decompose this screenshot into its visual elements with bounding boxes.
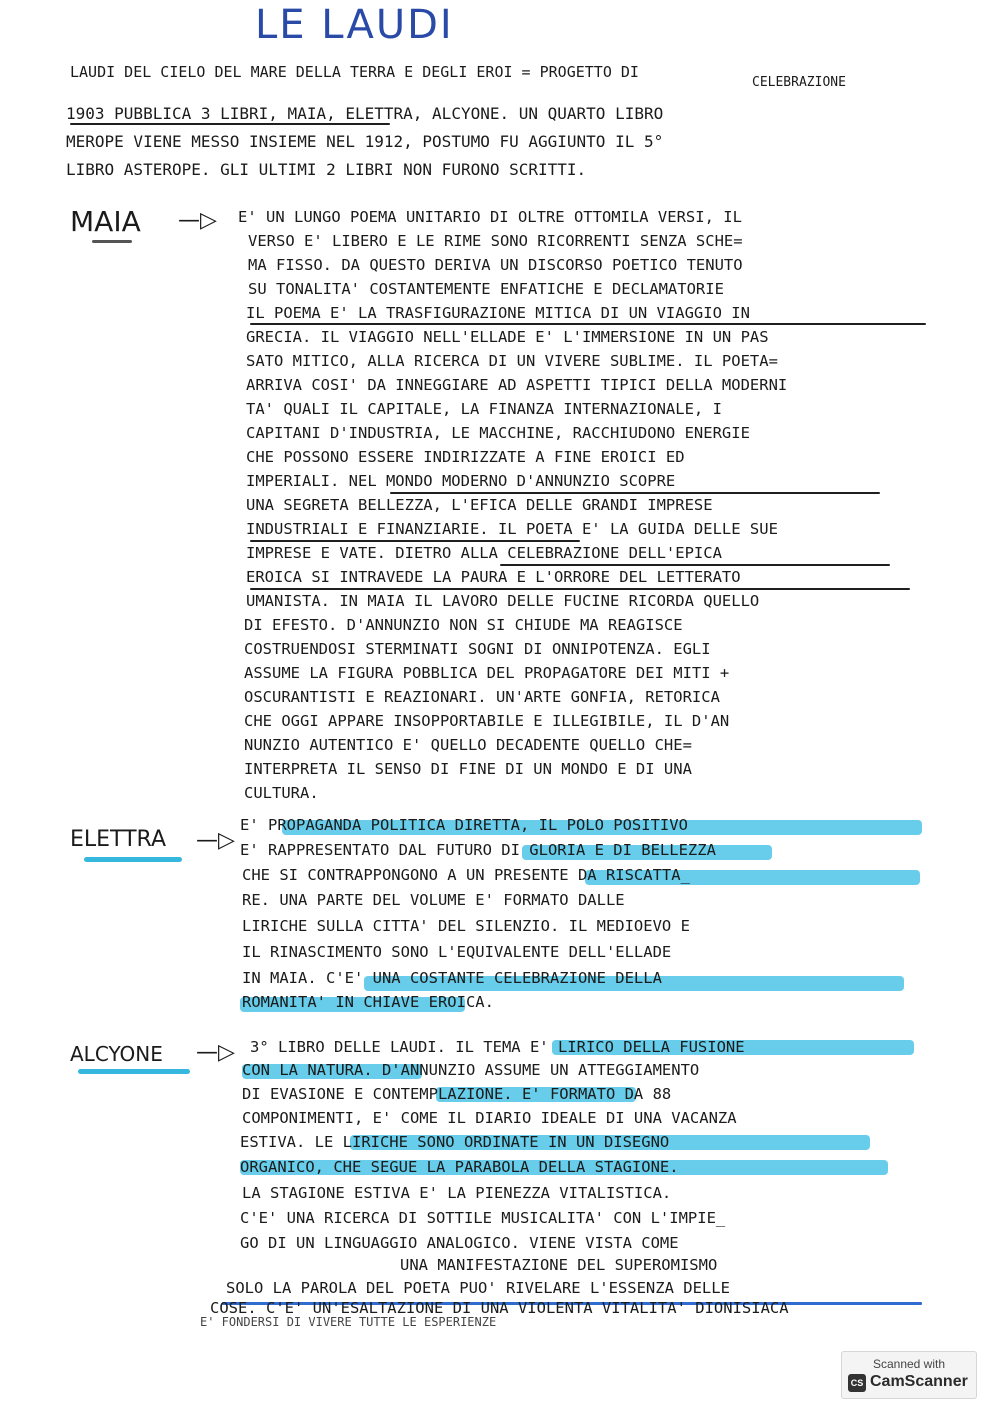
body-line: SOLO LA PAROLA DEL POETA PUO' RIVELARE L'ESSENZA DELLE	[226, 1279, 730, 1297]
underline	[70, 123, 390, 125]
body-line: OSCURANTISTI E REAZIONARI. UN'ARTE GONFIA, RETORICA	[244, 688, 720, 706]
body-line: IMPERIALI. NEL MONDO MODERNO D'ANNUNZIO SCOPRE	[246, 472, 676, 490]
body-line: E' UN LUNGO POEMA UNITARIO DI OLTRE OTTOMILA VERSI, IL	[238, 208, 742, 226]
body-line: ROMANITA' IN CHIAVE EROICA.	[242, 993, 494, 1011]
body-line: DI EFESTO. D'ANNUNZIO NON SI CHIUDE MA REAGISCE	[244, 616, 683, 634]
body-line: CHE POSSONO ESSERE INDIRIZZATE A FINE EROICI ED	[246, 448, 685, 466]
body-line: IMPRESE E VATE. DIETRO ALLA CELEBRAZIONE DELL'EPICA	[246, 544, 722, 562]
arrow-icon: —▷	[178, 208, 217, 233]
body-line: SU TONALITA' COSTANTEMENTE ENFATICHE E DECLAMATORIE	[248, 280, 724, 298]
body-line: ARRIVA COSI' DA INNEGGIARE AD ASPETTI TIPICI DELLA MODERNI	[246, 376, 788, 394]
camscanner-watermark	[841, 1351, 977, 1399]
body-line: COMPONIMENTI, E' COME IL DIARIO IDEALE DI UNA VACANZA	[242, 1109, 737, 1127]
body-line: C'E' UNA RICERCA DI SOTTILE MUSICALITA' CON L'IMPIE_	[240, 1209, 726, 1227]
intro-line: LIBRO ASTEROPE. GLI ULTIMI 2 LIBRI NON FURONO SCRITTI.	[66, 160, 587, 179]
body-line: INDUSTRIALI E FINANZIARIE. IL POETA E' LA GUIDA DELLE SUE	[246, 520, 778, 538]
underline	[250, 540, 580, 542]
intro-line: 1903 PUBBLICA 3 LIBRI, MAIA, ELETTRA, ALCYONE. UN QUARTO LIBRO	[66, 104, 664, 123]
body-line: EROICA SI INTRAVEDE LA PAURA E L'ORRORE DEL LETTERATO	[246, 568, 741, 586]
watermark-brand: CamScanner	[870, 1373, 968, 1390]
section-heading: MAIA	[70, 205, 141, 238]
arrow-icon: —▷	[196, 1040, 235, 1065]
body-line: COSTRUENDOSI STERMINATI SOGNI DI ONNIPOTENZA. EGLI	[244, 640, 711, 658]
underline	[500, 564, 890, 566]
body-line: E' PROPAGANDA POLITICA DIRETTA, IL POLO POSITIVO	[240, 816, 688, 834]
intro-line: MEROPE VIENE MESSO INSIEME NEL 1912, POSTUMO FU AGGIUNTO IL 5°	[66, 132, 664, 151]
body-line: RE. UNA PARTE DEL VOLUME E' FORMATO DALLE	[242, 891, 625, 909]
body-line: 3° LIBRO DELLE LAUDI. IL TEMA E' LIRICO DELLA FUSIONE	[250, 1038, 745, 1056]
body-line: UNA SEGRETA BELLEZZA, L'EFICA DELLE GRANDI IMPRESE	[246, 496, 713, 514]
underline	[390, 492, 880, 494]
body-line: SATO MITICO, ALLA RICERCA DI UN VIVERE SUBLIME. IL POETA=	[246, 352, 778, 370]
body-line: MA FISSO. DA QUESTO DERIVA UN DISCORSO POETICO TENUTO	[248, 256, 743, 274]
body-line: NUNZIO AUTENTICO E' QUELLO DECADENTE QUELLO CHE=	[244, 736, 692, 754]
section-heading: ELETTRA	[70, 827, 166, 852]
body-line: CHE OGGI APPARE INSOPPORTABILE E ILLEGIBILE, IL D'AN	[244, 712, 730, 730]
heading-highlight	[78, 1069, 190, 1074]
body-line: CON LA NATURA. D'ANNUNZIO ASSUME UN ATTEGGIAMENTO	[242, 1061, 700, 1079]
camscanner-logo-icon: CS	[848, 1374, 866, 1392]
body-line: E' FONDERSI DI VIVERE TUTTE LE ESPERIENZE	[200, 1315, 497, 1329]
body-line: DI EVASIONE E CONTEMPLAZIONE. E' FORMATO DA 88	[242, 1085, 672, 1103]
body-line: ESTIVA. LE LIRICHE SONO ORDINATE IN UN DISEGNO	[240, 1133, 670, 1151]
underline	[250, 588, 910, 590]
body-line: IN MAIA. C'E' UNA COSTANTE CELEBRAZIONE DELLA	[242, 969, 662, 987]
body-line: CAPITANI D'INDUSTRIA, LE MACCHINE, RACCHIUDONO ENERGIE	[246, 424, 750, 442]
underline	[250, 323, 926, 325]
page-title: LE LAUDI	[255, 2, 454, 48]
body-line: E' RAPPRESENTATO DAL FUTURO DI GLORIA E DI BELLEZZA	[240, 841, 716, 859]
body-line: IL POEMA E' LA TRASFIGURAZIONE MITICA DI UN VIAGGIO IN	[246, 304, 750, 322]
body-line: GO DI UN LINGUAGGIO ANALOGICO. VIENE VISTA COME	[240, 1234, 679, 1252]
section-heading: ALCYONE	[70, 1042, 163, 1066]
intro-superscript: CELEBRAZIONE	[752, 75, 846, 90]
body-line: INTERPRETA IL SENSO DI FINE DI UN MONDO E DI UNA	[244, 760, 692, 778]
body-line: COSE. C'E' UN'ESALTAZIONE DI UNA VIOLENTA VITALITA' DIONISIACA	[210, 1299, 789, 1317]
watermark-caption: Scanned with	[872, 1357, 946, 1371]
body-line: GRECIA. IL VIAGGIO NELL'ELLADE E' L'IMMERSIONE IN UN PAS	[246, 328, 769, 346]
body-line: VERSO E' LIBERO E LE RIME SONO RICORRENTI SENZA SCHE=	[248, 232, 743, 250]
body-line: UNA MANIFESTAZIONE DEL SUPEROMISMO	[400, 1256, 718, 1274]
body-line: CULTURA.	[244, 784, 319, 802]
body-line: UMANISTA. IN MAIA IL LAVORO DELLE FUCINE RICORDA QUELLO	[246, 592, 760, 610]
body-line: LIRICHE SULLA CITTA' DEL SILENZIO. IL MEDIOEVO E	[242, 917, 690, 935]
body-line: ORGANICO, CHE SEGUE LA PARABOLA DELLA STAGIONE.	[240, 1158, 679, 1176]
intro-line: LAUDI DEL CIELO DEL MARE DELLA TERRA E DEGLI EROI = PROGETTO DI	[70, 63, 639, 81]
body-line: TA' QUALI IL CAPITALE, LA FINANZA INTERNAZIONALE, I	[246, 400, 722, 418]
arrow-icon: —▷	[196, 828, 235, 853]
body-line: LA STAGIONE ESTIVA E' LA PIENEZZA VITALISTICA.	[242, 1184, 672, 1202]
body-line: ASSUME LA FIGURA POBBLICA DEL PROPAGATORE DEI MITI +	[244, 664, 730, 682]
body-line: CHE SI CONTRAPPONGONO A UN PRESENTE DA RISCATTA_	[242, 866, 690, 884]
body-line: IL RINASCIMENTO SONO L'EQUIVALENTE DELL'ELLADE	[242, 943, 672, 961]
heading-highlight	[84, 857, 182, 862]
heading-underline	[92, 240, 132, 243]
